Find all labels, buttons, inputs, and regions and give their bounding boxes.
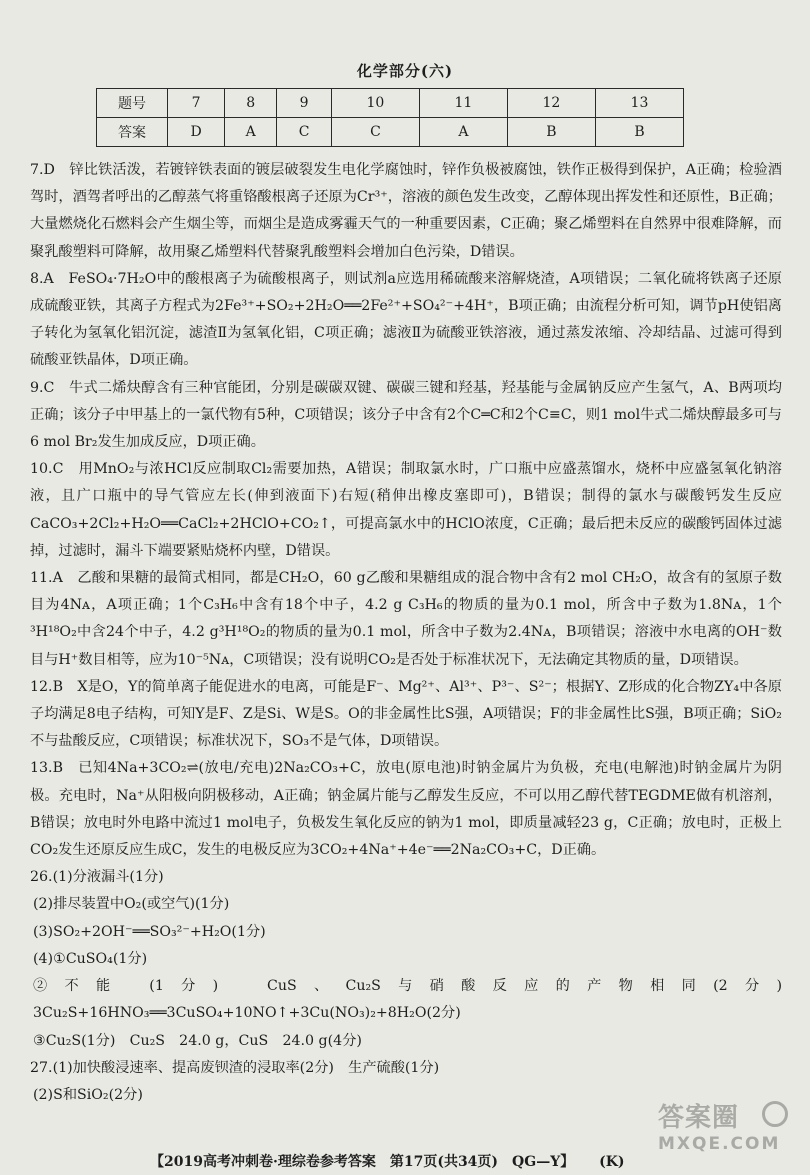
- footer-text: 【2019高考冲刺卷·理综卷参考答案 第17页(共34页) QG—Y】: [150, 1154, 575, 1170]
- question-number-cell: 9: [277, 89, 332, 118]
- watermark-circle-icon: [762, 1101, 788, 1127]
- answer-cell: A: [225, 118, 277, 147]
- q27-line: (2)S和SiO₂(2分): [33, 1086, 143, 1103]
- explanation-q9: 9.C 牛式二烯炔醇含有三种官能团，分别是碳碳双键、碳碳三键和羟基，羟基能与金属钠反应产生氢气，A、B两项均正确；该分子中甲基上的一氯代物有5种，C项错误；该分子中含有2个C═C和2个C≡C，则1 mol牛式二烯炔醇最多可与6 mol Br₂发生加成反应，D项正确。: [30, 379, 782, 451]
- question-number-cell: 13: [595, 89, 683, 118]
- q27-line: 27.(1)加快酸浸速率、提高废钡渣的浸取率(2分) 生产硫酸(1分): [30, 1059, 440, 1076]
- q26-line: (2)排尽装置中O₂(或空气)(1分): [33, 896, 230, 913]
- question-number-cell: 8: [225, 89, 277, 118]
- answer-row: [97, 118, 684, 147]
- q26-line: ③Cu₂S(1分) Cu₂S 24.0 g，CuS 24.0 g(4分): [33, 1032, 362, 1049]
- explanation-q8: 8.A FeSO₄·7H₂O中的酸根离子为硫酸根离子，则试剂a应选用稀硫酸来溶解烧渣，A项错误；二氧化硫将铁离子还原成硫酸亚铁，其离子方程式为2Fe³⁺+SO₂+2H₂O══2Fe²⁺+SO₄²⁻+4H⁺，B项正确；由流程分析可知，调节pH使铝离子转化为氢氧化铝沉淀，滤渣Ⅱ为氢氧化铝，C项正确；滤液Ⅱ为硫酸亚铁溶液，通过蒸发浓缩、冷却结晶、过滤可得到硫酸亚铁晶体，D项正确。: [30, 270, 782, 369]
- watermark-logo: 答案圈: [658, 1103, 740, 1133]
- watermark: [658, 1097, 788, 1157]
- answer-cell: C: [277, 118, 332, 147]
- q26-line: (3)SO₂+2OH⁻══SO₃²⁻+H₂O(1分): [33, 923, 266, 940]
- explanation-q12: 12.B X是O，Y的简单离子能促进水的电离，可能是F⁻、Mg²⁺、Al³⁺、P³⁻、S²⁻；根据Y、Z形成的化合物ZY₄中各原子均满足8电子结构，可知Y是F、Z是Si、W是S。O的非金属性比S强，A项错误；F的非金属性比S强，B项正确；SiO₂不与盐酸反应，C项错误；标准状况下，SO₃不是气体，D项错误。: [30, 678, 782, 750]
- question-number-row: [97, 89, 684, 118]
- answer-cell: B: [595, 118, 683, 147]
- row-label-answer: 答案: [97, 118, 168, 147]
- answer-cell: D: [168, 118, 225, 147]
- q26-line: 26.(1)分液漏斗(1分): [30, 869, 164, 886]
- answer-cell: C: [331, 118, 419, 147]
- question-number-cell: 7: [168, 89, 225, 118]
- q26-line: (4)①CuSO₄(1分): [33, 950, 148, 967]
- explanation-q13: 13.B 已知4Na+3CO₂⇌(放电/充电)2Na₂CO₃+C，放电(原电池)时钠金属片为负极，充电(电解池)时钠金属片为阴极。充电时，Na⁺从阳极向阴极移动，A正确；钠金属片能与乙醇发生反应，不可以用乙醇代替TEGDME做有机溶剂，B错误；放电时外电路中流过1 mol电子，负极发生氧化反应的钠为1 mol，即质量减轻23 g，C正确；放电时，正极上CO₂发生还原反应生成C，发生的电极反应为3CO₂+4Na⁺+4e⁻══2Na₂CO₃+C，D正确。: [30, 760, 782, 859]
- q26-line: ②不能 (1分) CuS、Cu₂S与硝酸反应的产物相同(2分) 3Cu₂S+16HNO₃══3CuSO₄+10NO↑+3Cu(NO₃)₂+8H₂O(2分): [33, 978, 797, 1022]
- answer-cell: A: [419, 118, 507, 147]
- explanation-q11: 11.A 乙酸和果糖的最简式相同，都是CH₂O，60 g乙酸和果糖组成的混合物中含有2 mol CH₂O，故含有的氢原子数目为4Nᴀ，A项正确；1个C₃H₆中含有18个中子，4.2 g C₃H₆的物质的量为0.1 mol，所含中子数为1.8Nᴀ，1个³H¹⁸O₂中含24个中子，4.2 g³H¹⁸O₂的物质的量为0.1 mol，所含中子数为2.4Nᴀ，B项错误；溶液中水电离的OH⁻数目与H⁺数目相等，应为10⁻⁵Nᴀ，C项错误；没有说明CO₂是否处于标准状况下，无法确定其物质的量，D项错误。: [30, 570, 782, 668]
- explanation-q7: 7.D 锌比铁活泼，若镀锌铁表面的镀层破裂发生电化学腐蚀时，锌作负极被腐蚀，铁作正极得到保护，A正确；检验酒驾时，酒驾者呼出的乙醇蒸气将重铬酸根离子还原为Cr³⁺，溶液的颜色发生改变，乙醇体现出挥发性和还原性，B正确；大量燃烧化石燃料会产生烟尘等，而烟尘是造成雾霾天气的一种重要因素，C正确；聚乙烯塑料在自然界中很难降解，而聚乳酸塑料可降解，故用聚乙烯塑料代替聚乳酸塑料会增加白色污染，D错误。: [30, 162, 782, 260]
- answer-cell: B: [507, 118, 595, 147]
- section-title: 化学部分(六): [356, 62, 454, 80]
- watermark-site: MXQE.COM: [658, 1134, 781, 1154]
- question-number-cell: 12: [507, 89, 595, 118]
- footer-mark: (K): [599, 1154, 625, 1170]
- question-number-cell: 10: [331, 89, 419, 118]
- explanation-q10: 10.C 用MnO₂与浓HCl反应制取Cl₂需要加热，A错误；制取氯水时，广口瓶中应盛蒸馏水，烧杯中应盛氢氧化钠溶液，且广口瓶中的导气管应左长(伸到液面下)右短(稍伸出橡皮塞即可)，B错误；制得的氯水与碳酸钙发生反应CaCO₃+2Cl₂+H₂O══CaCl₂+2HClO+CO₂↑，可提高氯水中的HClO浓度，C正确；最后把未反应的碳酸钙固体过滤掉，过滤时，漏斗下端要紧贴烧杯内壁，D错误。: [30, 461, 782, 559]
- question-number-cell: 11: [419, 89, 507, 118]
- explanations: [30, 157, 797, 1109]
- row-label-number: 题号: [97, 89, 168, 118]
- answer-table: [96, 88, 684, 147]
